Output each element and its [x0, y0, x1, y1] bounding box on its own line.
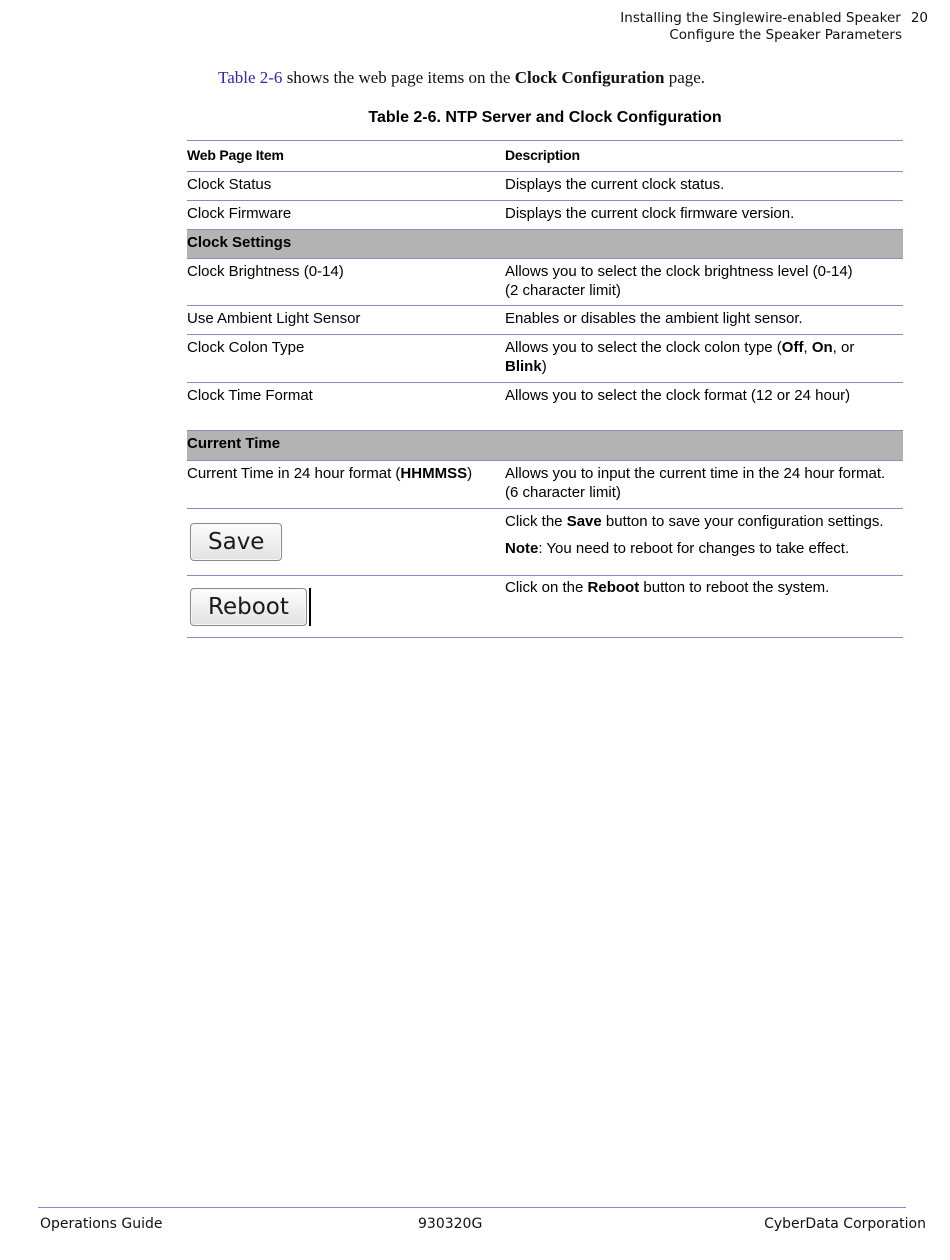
- description-line: (6 character limit): [505, 484, 621, 501]
- description-line: Allows you to select the clock brightness level (0-14): [505, 263, 853, 280]
- item-cell: Clock Colon Type: [187, 339, 305, 356]
- column-header-description: Description: [505, 147, 580, 163]
- reboot-button[interactable]: Reboot: [190, 588, 307, 626]
- table-row: [187, 335, 903, 383]
- table-row: [187, 201, 903, 230]
- save-bold: Save: [566, 513, 602, 530]
- description-cell: [505, 259, 903, 305]
- table-reference-link[interactable]: Table 2-6: [218, 68, 283, 87]
- table-row: [187, 306, 903, 335]
- description-cell: Displays the current clock status.: [505, 176, 725, 193]
- table-caption: Table 2-6. NTP Server and Clock Configuration: [368, 109, 722, 126]
- intro-bold-page-name: Clock Configuration: [514, 68, 665, 87]
- description-cell: [505, 509, 903, 575]
- text-cursor-icon: [309, 588, 311, 626]
- footer-right: CyberData Corporation: [764, 1216, 926, 1232]
- page-footer: [38, 1207, 926, 1232]
- item-cell: [187, 509, 505, 575]
- table-row: [187, 259, 903, 306]
- description-line: (2 character limit): [505, 282, 621, 299]
- description-cell: Allows you to select the clock format (12 or 24 hour): [505, 387, 851, 404]
- item-text: ): [467, 465, 473, 482]
- description-text: button to save your configuration settings.: [601, 513, 884, 530]
- description-text: button to reboot the system.: [639, 579, 830, 596]
- option-off: Off: [781, 339, 804, 356]
- footer-center: 930320G: [418, 1216, 483, 1232]
- column-header-item: Web Page Item: [187, 147, 284, 163]
- item-cell: [187, 461, 505, 508]
- description-text: Click on the: [505, 579, 588, 596]
- option-blink: Blink: [505, 358, 542, 375]
- item-cell: Clock Time Format: [187, 387, 313, 404]
- chapter-title: Installing the Singlewire-enabled Speaker: [620, 10, 901, 26]
- section-row-current-time: [187, 431, 903, 461]
- description-cell: [505, 461, 903, 508]
- note-text: : You need to reboot for changes to take effect.: [538, 540, 850, 557]
- description-cell: Displays the current clock firmware version.: [505, 205, 795, 222]
- table-row: [187, 383, 903, 431]
- section-heading: Current Time: [187, 435, 281, 452]
- table-row: [187, 461, 903, 509]
- description-text: , or: [832, 339, 855, 356]
- table-row-save: [187, 509, 903, 576]
- description-line: Allows you to input the current time in the 24 hour format.: [505, 465, 886, 482]
- option-on: On: [811, 339, 833, 356]
- description-text: Allows you to select the clock colon type (: [505, 339, 782, 356]
- table-header-row: [187, 141, 903, 172]
- note-label: Note: [505, 540, 539, 557]
- item-text: Current Time in 24 hour format (: [187, 465, 401, 482]
- description-cell: Enables or disables the ambient light sensor.: [505, 310, 803, 327]
- section-title: Configure the Speaker Parameters: [669, 27, 902, 43]
- item-cell: [187, 576, 505, 637]
- footer-left: Operations Guide: [40, 1216, 163, 1232]
- config-table: [187, 140, 903, 638]
- intro-paragraph: [218, 68, 705, 88]
- item-cell: Clock Firmware: [187, 205, 292, 222]
- running-header: [620, 10, 928, 44]
- page-number: 20: [910, 10, 928, 26]
- item-cell: Clock Brightness (0-14): [187, 263, 344, 280]
- item-cell: Use Ambient Light Sensor: [187, 310, 361, 327]
- intro-text-end: page.: [664, 68, 706, 87]
- item-cell: Clock Status: [187, 176, 272, 193]
- description-text: ): [541, 358, 547, 375]
- description-text: ,: [803, 339, 812, 356]
- table-row-reboot: [187, 576, 903, 638]
- reboot-bold: Reboot: [587, 579, 640, 596]
- section-heading: Clock Settings: [187, 234, 292, 251]
- note: [505, 539, 903, 558]
- description-cell: [505, 335, 903, 382]
- time-format-bold: HHMMSS: [400, 465, 468, 482]
- table-row: [187, 172, 903, 201]
- description-cell: [505, 576, 903, 637]
- section-row-clock-settings: [187, 229, 903, 259]
- save-button[interactable]: Save: [190, 523, 282, 561]
- intro-text: shows the web page items on the: [282, 68, 515, 87]
- description-text: Click the: [505, 513, 567, 530]
